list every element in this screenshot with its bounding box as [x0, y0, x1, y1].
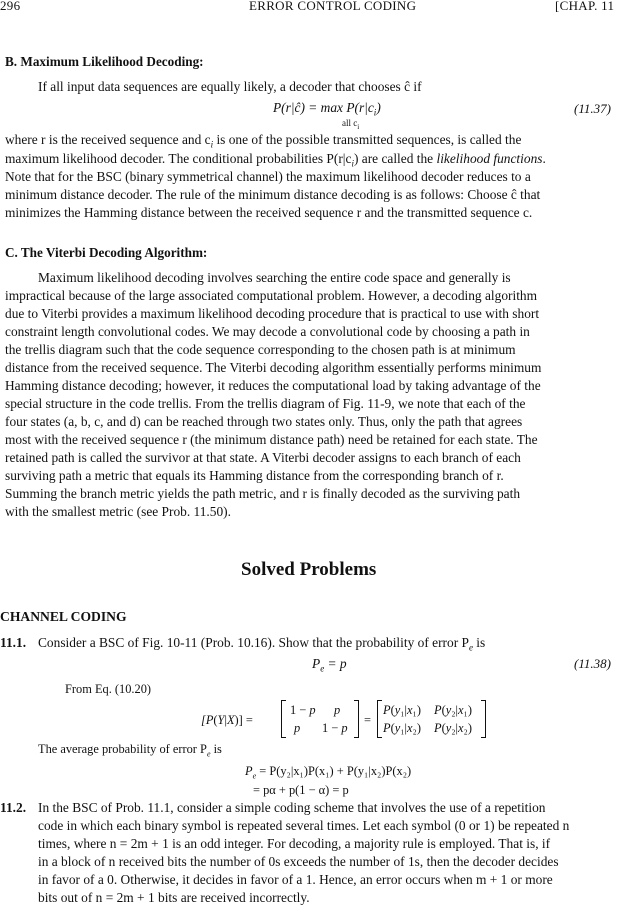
- equation-11-37-body: P(r|ĉ) = max P(r|c: [273, 100, 374, 115]
- section-c-line-14: with the smallest metric (see Prob. 11.50).: [5, 504, 231, 519]
- section-b: [0, 0, 621, 220]
- problem-number: 11.1.: [0, 635, 27, 650]
- section-b-line-5: minimizes the Hamming distance between the received sequence r and the transmitted sequence c.: [5, 205, 533, 220]
- section-c-line-6: distance from the received sequence. The Viterbi decoding algorithm essentially performs minimum: [5, 360, 542, 375]
- equation-number-11-37: (11.37): [574, 101, 611, 116]
- average-prob-text: The average probability of error $P_e$ is: [38, 742, 222, 759]
- section-c-line-9: four states (a, b, c, and d) can be reached through two states only. Thus, only the path that agrees: [5, 414, 523, 429]
- section-b-line-1: where r is the received sequence and $c_i$ is one of the possible transmitted sequences, is called the: [5, 132, 522, 150]
- equation-11-38: $P_e = p$: [312, 656, 347, 674]
- solved-problems-title: Solved Problems: [241, 559, 377, 580]
- problem-11-2-line-5: in favor of a 0. Otherwise, it decides in favor of a 1. Hence, an error occurs when m + 1 or more: [38, 872, 553, 887]
- section-b-title: B. Maximum Likelihood Decoding:: [5, 54, 204, 69]
- from-eq-text: From Eq. (10.20): [65, 682, 152, 696]
- section-c-line-2: impractical because of the large associated computational problem. However, a decoding algorithm: [5, 288, 538, 303]
- problem-number: 11.2.: [0, 800, 27, 815]
- text-span: where r is the received sequence and c: [5, 132, 211, 147]
- section-c-line-10: most with the received sequence r (the minimum distance path) need be retained for each state. The: [5, 432, 538, 447]
- section-c-title: C. The Viterbi Decoding Algorithm:: [5, 245, 208, 260]
- problem-11-2-line-4: in a block of n received bits the number of 0s exceeds the number of 1s, then the decoder decides: [38, 854, 559, 869]
- section-c-line-12: surviving path a metric that equals its Hamming distance from the corresponding branch of r.: [5, 468, 504, 483]
- section-b-line-4: minimum distance decoder. The rule of the minimum distance decoding is as follows: Choose ĉ that: [5, 187, 541, 202]
- equation-max-subscript: all $c_i$: [342, 118, 360, 131]
- avg-eq-line-1: $P_e = P(y_2|x_1)P(x_1) + P(y_1|x_2)P(x_2)$: [245, 764, 412, 781]
- section-b-intro: If all input data sequences are equally likely, a decoder that chooses ĉ if: [38, 79, 422, 94]
- text-span: = P(y₂|x₁)P(x₁) + P(y₁|x₂)P(x₂): [259, 764, 412, 778]
- channel-matrix-equation: [P(Y|X)] = 1 − p p p 1 − p = P(y₁|x₁) P(y₂|x₁) P(y₁|x₂) P(y₂|x₂): [201, 700, 501, 740]
- problem-11-2-line-3: times, where n = 2m + 1 is an odd integer. For decoding, a majority rule is employed. That is, if: [38, 836, 551, 851]
- section-c-line-4: constraint length convolutional codes. We may decode a convolutional code by choosing a path in: [5, 324, 530, 339]
- text-span: P: [312, 656, 321, 671]
- section-b-line-2: maximum likelihood decoder. The conditional probabilities $P(r|c_i)$ are called the likelihood functions.: [5, 151, 546, 169]
- section-c-line-1: Maximum likelihood decoding involves searching the entire code space and generally is: [38, 270, 511, 285]
- section-c-line-7: Hamming distance decoding; however, it reduces the computational load by taking advantage of the: [5, 378, 541, 393]
- problem-11-2-line-6: bits out of n = 2m + 1 bits are received incorrectly.: [38, 890, 310, 905]
- problem-11-2-line-2: code in which each binary symbol is repeated several times. Let each symbol (0 or 1) be repeated n: [38, 818, 570, 833]
- section-b-line-3: Note that for the BSC (binary symmetrical channel) the maximum likelihood decoder reduces to a: [5, 169, 531, 184]
- section-c-line-13: Summing the branch metric yields the path metric, and r is finally decoded as the surviving path: [5, 486, 521, 501]
- equation-11-37: P(r|ĉ) = $\max P(r|c_i)$: [273, 100, 381, 118]
- text-span: Consider a BSC of Fig. 10-11 (Prob. 10.16). Show that the probability of error P: [38, 635, 469, 650]
- avg-eq-line-2: = pα + p(1 − α) = p: [253, 783, 349, 797]
- section-c-line-11: retained path is called the survivor at that state. A Viterbi decoder assigns to each branch of each: [5, 450, 521, 465]
- equation-number-11-38: (11.38): [574, 656, 611, 671]
- section-c-line-8: special structure in the code trellis. From the trellis diagram of Fig. 11-9, we note that each of the: [5, 396, 526, 411]
- section-c-line-5: the trellis diagram such that the code sequence corresponding to the chosen path is at minimum: [5, 342, 516, 357]
- section-c-line-3: due to Viterbi provides a maximum likelihood decoding procedure that is practical to use with short: [5, 306, 540, 321]
- text-span: maximum likelihood decoder. The conditional probabilities P(r|c: [5, 151, 352, 166]
- page-number: 296: [0, 0, 21, 13]
- running-title: ERROR CONTROL CODING: [249, 0, 417, 13]
- problem-11-1: [0, 630, 621, 797]
- max-subscript-text: all c: [342, 118, 358, 128]
- chapter-label: [CHAP. 11: [555, 0, 615, 13]
- text-span: is: [210, 742, 222, 756]
- problem-statement: Consider a BSC of Fig. 10-11 (Prob. 10.16). Show that the probability of error $P_e$ is: [38, 635, 486, 653]
- problem-11-2: [0, 800, 621, 922]
- section-c: [0, 230, 621, 520]
- text-span: The average probability of error P: [38, 742, 207, 756]
- channel-coding-heading: CHANNEL CODING: [0, 609, 127, 624]
- problem-11-2-line-1: In the BSC of Prob. 11.1, consider a simple coding scheme that involves the use of a repetition: [38, 800, 546, 815]
